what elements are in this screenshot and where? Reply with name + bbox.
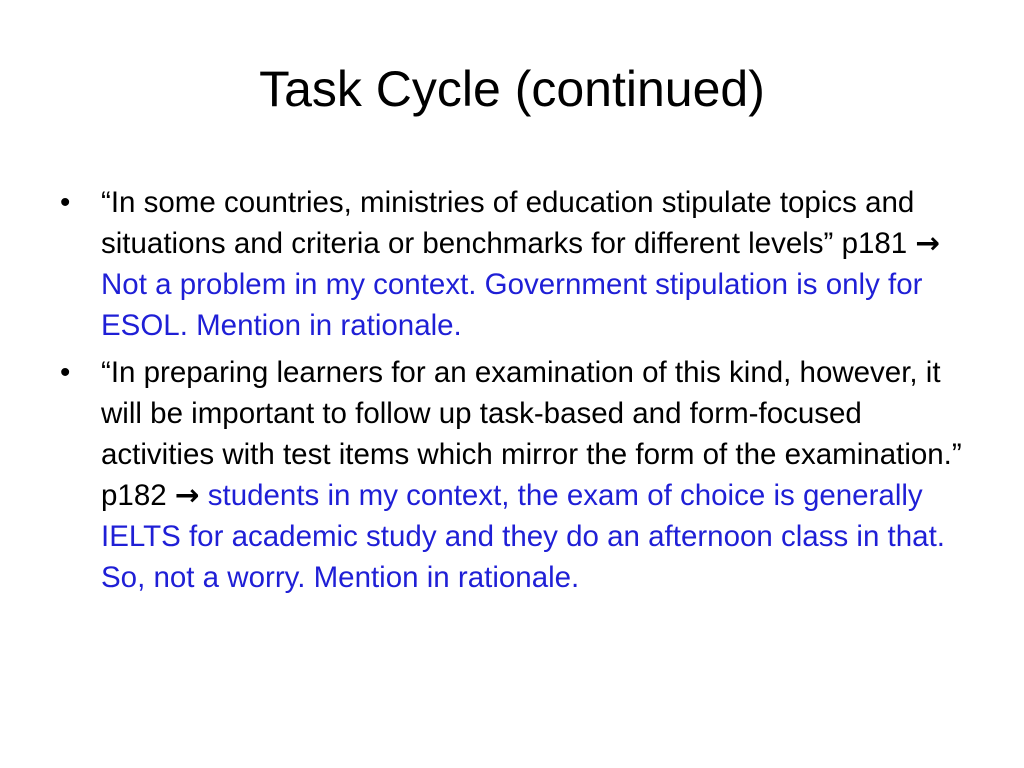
bullet-note: students in my context, the exam of choice is generally IELTS for academic study and they do an afternoon class in that. So, not a worry. Mention in rationale. (101, 479, 945, 594)
bullet-dot: • (60, 186, 71, 219)
bullet-item (58, 352, 978, 598)
slide-title: Task Cycle (continued) (259, 61, 765, 117)
bullet-item (58, 182, 978, 346)
bullet-note: Not a problem in my context. Government stipulation is only for ESOL. Mention in rationale. (101, 268, 923, 342)
bullet-dot: • (60, 356, 71, 389)
bullet-list (58, 182, 978, 604)
arrow-right-icon: → (174, 478, 200, 512)
bullet-quote: “In some countries, ministries of education stipulate topics and situations and criteria or benchmarks for different levels” p181 (101, 186, 915, 260)
bullet-quote: “In preparing learners for an examination of this kind, however, it will be important to follow up task-based and form-focused activities with test items which mirror the form of the examination.” p182 (101, 356, 962, 512)
arrow-right-icon: → (915, 226, 941, 260)
